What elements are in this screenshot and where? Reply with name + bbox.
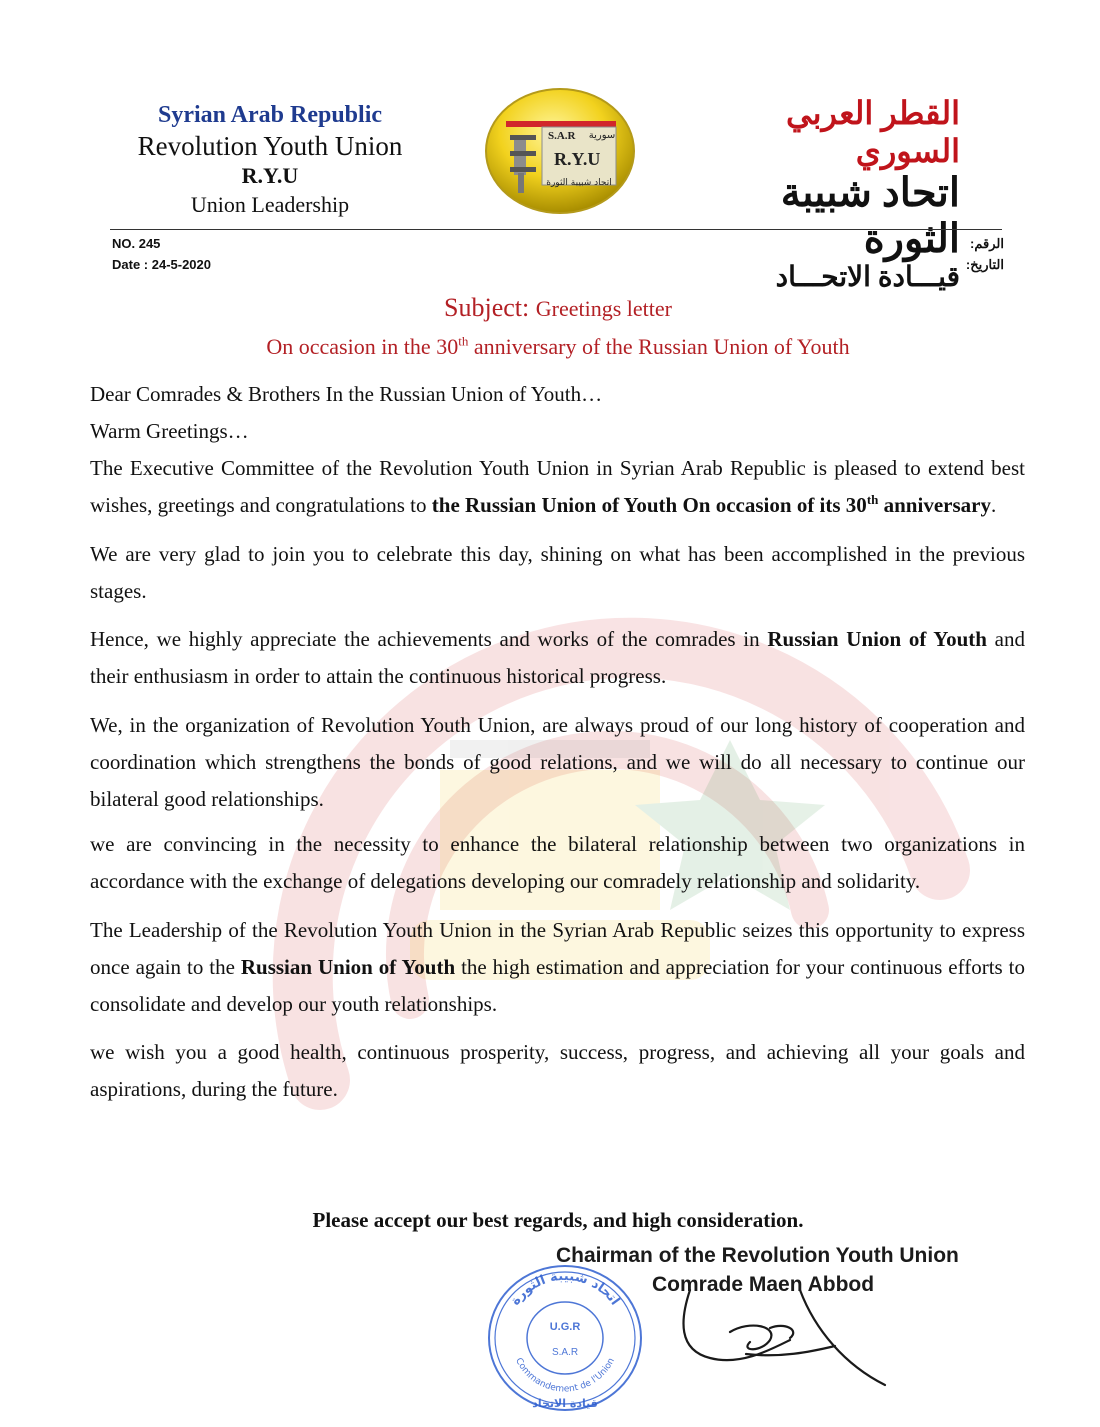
country-name-en: Syrian Arab Republic <box>157 102 383 128</box>
p1-text: The Executive Committee of the Revolution Youth Union in Syrian Arab Republic is pleased to extend best wishes, greetings and congratulations to <box>90 456 1025 517</box>
p1-end: . <box>990 493 997 517</box>
header-english <box>110 100 430 220</box>
stamp-ugr: U.G.R <box>549 1321 581 1333</box>
paragraph-7: we wish you a good health, continuous prosperity, success, progress, and achieving all your goals and aspirations, during the future. <box>90 1040 1025 1101</box>
p1-sup: th <box>866 492 879 507</box>
subject-text: Greetings letter <box>535 296 672 321</box>
p6-end: the high estimation and appreciation for your continuous efforts to consolidate and develop our youth relationships. <box>90 955 1025 1016</box>
official-stamp <box>485 1260 645 1415</box>
country-name-ar: القطر العربي السوري <box>785 95 960 169</box>
leadership-ar: قيـــادة الاتحـــاد <box>775 262 960 293</box>
p1-bold-end: anniversary <box>878 493 991 517</box>
signatory-title: Chairman of the Revolution Youth Union <box>556 1244 959 1267</box>
reference-number: NO. 245 <box>112 236 161 251</box>
paragraph-4: We, in the organization of Revolution Youth Union, are always proud of our long history of cooperation and coordination which strengthens the bonds of good relations, and we will do all necessary to continue our bilateral good relationships. <box>90 713 1025 811</box>
salutation: Dear Comrades & Brothers In the Russian Union of Youth… <box>90 382 603 406</box>
reference-date: Date : 24-5-2020 <box>112 257 211 272</box>
occasion-pre: On occasion in the 30 <box>266 334 459 359</box>
svg-text:Commandement de l'Union <box>513 1356 617 1394</box>
logo-sar-text: S.A.R <box>548 130 576 142</box>
paragraph-6 <box>90 912 1025 1023</box>
logo-ryu-text: R.Y.U <box>554 149 601 169</box>
reference-block-ar <box>966 233 1004 275</box>
p3-bold: Russian Union of Youth <box>767 627 987 651</box>
closing-line: Please accept our best regards, and high consideration. <box>312 1208 804 1232</box>
subject-label: Subject: <box>444 293 530 322</box>
occasion-post: anniversary of the Russian Union of Youth <box>468 334 850 359</box>
paragraph-3 <box>90 621 1025 695</box>
p3-end: and their enthusiasm in order to attain the continuous historical progress. <box>90 627 1025 688</box>
leadership-en: Union Leadership <box>190 192 350 217</box>
stamp-ar-top: اتحاد شبيبة الثورة <box>507 1268 623 1309</box>
p3-text: Hence, we highly appreciate the achievements and works of the comrades in <box>90 627 768 651</box>
logo-sar-ar-text: سورية <box>588 130 616 141</box>
letter-body <box>90 376 1025 1108</box>
header-arabic <box>700 94 960 294</box>
p6-text: The Leadership of the Revolution Youth Union in the Syrian Arab Republic seizes this opportunity to express once again to the <box>90 918 1025 979</box>
paragraph-2: We are very glad to join you to celebrate this day, shining on what has been accomplished in the previous stages. <box>90 542 1025 603</box>
ryu-logo <box>484 87 636 215</box>
occasion-sup: th <box>458 333 469 349</box>
signatory-name: Comrade Maen Abbod <box>652 1273 875 1296</box>
paragraph-1 <box>90 450 1025 524</box>
p1-bold: the Russian Union of Youth On occasion of its 30 <box>431 493 867 517</box>
greeting: Warm Greetings… <box>90 419 249 443</box>
stamp-fr: Commandement de l'Union <box>513 1356 617 1395</box>
org-abbreviation: R.Y.U <box>241 163 299 188</box>
reference-number-ar: الرقم: <box>970 236 1004 251</box>
paragraph-5: we are convincing in the necessity to enhance the bilateral relationship between two organizations in accordance with the exchange of delegations developing our comradely relationship and solidarity. <box>90 832 1025 893</box>
header-divider <box>110 229 1002 230</box>
subject-line <box>0 290 1100 327</box>
org-name-ar: اتحاد شبيبة الثورة <box>780 170 960 261</box>
reference-date-ar: التاريخ: <box>965 257 1004 272</box>
p6-bold: Russian Union of Youth <box>240 955 456 979</box>
stamp-ar-bottom: قيادة الاتحاد <box>532 1397 598 1410</box>
logo-org-ar-text: اتحاد شبيبة الثورة <box>546 178 612 188</box>
occasion-line <box>0 330 1100 364</box>
handwritten-signature <box>650 1280 890 1390</box>
reference-block <box>112 233 211 275</box>
org-name-en: Revolution Youth Union <box>137 131 403 161</box>
stamp-sar: S.A.R <box>551 1347 579 1358</box>
